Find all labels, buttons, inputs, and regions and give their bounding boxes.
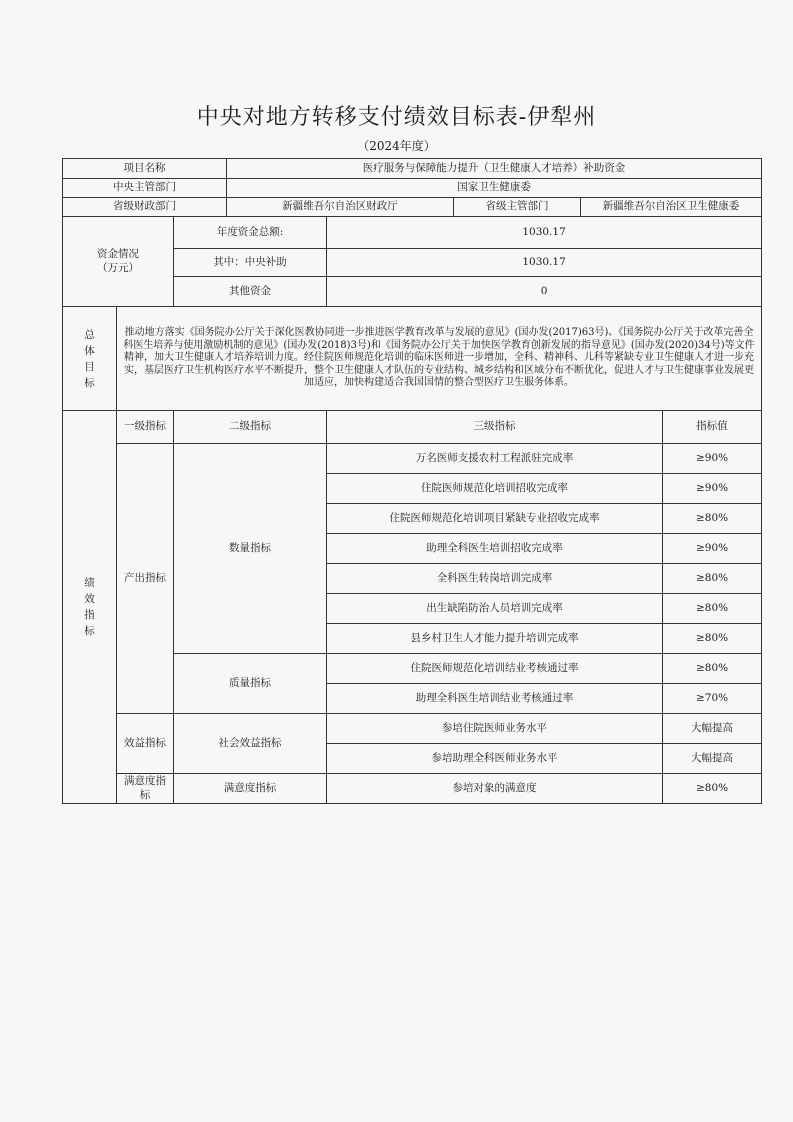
indicators-label (63, 411, 117, 804)
benefit-label: 效益指标 (117, 714, 174, 774)
objective-label-text: 总体目标 (84, 328, 95, 389)
central-dept-value: 国家卫生健康委 (227, 179, 762, 198)
indicator-value: ≥90% (663, 474, 762, 504)
col-level3-header: 三级指标 (327, 411, 663, 444)
indicator-name: 住院医师规范化培训项目紧缺专业招收完成率 (327, 504, 663, 534)
project-name-value: 医疗服务与保障能力提升（卫生健康人才培养）补助资金 (227, 159, 762, 179)
prov-finance-label: 省级财政部门 (63, 198, 227, 217)
funds-other-label: 其他资金 (174, 277, 327, 307)
indicator-value: ≥80% (663, 774, 762, 804)
quality-label: 质量指标 (174, 654, 327, 714)
central-dept-label: 中央主管部门 (63, 179, 227, 198)
table-row (63, 444, 762, 474)
project-name-label: 项目名称 (63, 159, 227, 179)
col-value-header: 指标值 (663, 411, 762, 444)
indicator-value: ≥80% (663, 564, 762, 594)
col-level2-header: 二级指标 (174, 411, 327, 444)
prov-dept-label: 省级主管部门 (454, 198, 581, 217)
funds-other-value: 0 (327, 277, 762, 307)
quantity-label: 数量指标 (174, 444, 327, 654)
funds-label-text: 资金情况 (97, 248, 139, 261)
funds-total-value: 1030.17 (327, 217, 762, 249)
indicator-value: ≥90% (663, 534, 762, 564)
funds-unit: （万元） (97, 261, 139, 274)
indicator-value: ≥80% (663, 654, 762, 684)
funds-central-label: 其中：中央补助 (174, 249, 327, 277)
objective-row (63, 307, 762, 411)
indicator-name: 助理全科医生培训结业考核通过率 (327, 684, 663, 714)
page-subtitle: （2024年度） (357, 139, 436, 153)
central-dept-row (63, 179, 762, 198)
funds-central-value: 1030.17 (327, 249, 762, 277)
indicator-name: 全科医生转岗培训完成率 (327, 564, 663, 594)
satisfaction-l1-label: 满意度指标 (117, 774, 174, 804)
table-row (63, 714, 762, 744)
indicator-name: 万名医师支援农村工程派驻完成率 (327, 444, 663, 474)
indicator-value: ≥80% (663, 594, 762, 624)
objective-label (63, 307, 117, 411)
prov-finance-value: 新疆维吾尔自治区财政厅 (227, 198, 454, 217)
performance-table (62, 158, 762, 804)
provincial-row (63, 198, 762, 217)
indicator-name: 参培住院医师业务水平 (327, 714, 663, 744)
output-label: 产出指标 (117, 444, 174, 714)
indicators-label-text: 绩效指标 (84, 577, 95, 637)
col-level1-header: 一级指标 (117, 411, 174, 444)
indicator-value: 大幅提高 (663, 744, 762, 774)
indicator-value: 大幅提高 (663, 714, 762, 744)
satisfaction-l2-label: 满意度指标 (174, 774, 327, 804)
project-name-row (63, 159, 762, 179)
indicator-header-row (63, 411, 762, 444)
indicator-name: 参培对象的满意度 (327, 774, 663, 804)
objective-text: 推动地方落实《国务院办公厅关于深化医教协同进一步推进医学教育改革与发展的意见》(国办发(2017)63号)、《国务院办公厅关于改革完善全科医生培养与使用激励机制的意见》(国办发(2018)3号)和《国务院办公厅关于加快医学教育创新发展的指导意见》(国办发(2020)34号)等文件精神，加大卫生健康人才培养培训力度。经住院医师规范化培训的临床医师进一步增加，全科、精神科、儿科等紧缺专业卫生健康人才进一步充实，基层医疗卫生机构医疗水平不断提升，整个卫生健康人才队伍的专业结构、城乡结构和区域分布不断优化，促进人才与卫生健康事业发展更加适应，加快构建适合我国国情的整合型医疗卫生服务体系。 (117, 307, 762, 411)
indicator-value: ≥70% (663, 684, 762, 714)
indicator-name: 县乡村卫生人才能力提升培训完成率 (327, 624, 663, 654)
funds-label (63, 217, 174, 307)
indicator-value: ≥80% (663, 504, 762, 534)
indicator-name: 住院医师规范化培训招收完成率 (327, 474, 663, 504)
indicator-name: 参培助理全科医师业务水平 (327, 744, 663, 774)
prov-dept-value: 新疆维吾尔自治区卫生健康委 (581, 198, 762, 217)
funds-total-label: 年度资金总额: (174, 217, 327, 249)
indicator-value: ≥90% (663, 444, 762, 474)
page-title: 中央对地方转移支付绩效目标表-伊犁州 (196, 105, 597, 130)
indicator-name: 出生缺陷防治人员培训完成率 (327, 594, 663, 624)
social-label: 社会效益指标 (174, 714, 327, 774)
indicator-value: ≥80% (663, 624, 762, 654)
indicator-name: 住院医师规范化培训结业考核通过率 (327, 654, 663, 684)
table-row (63, 774, 762, 804)
funds-total-row (63, 217, 762, 249)
indicator-name: 助理全科医生培训招收完成率 (327, 534, 663, 564)
